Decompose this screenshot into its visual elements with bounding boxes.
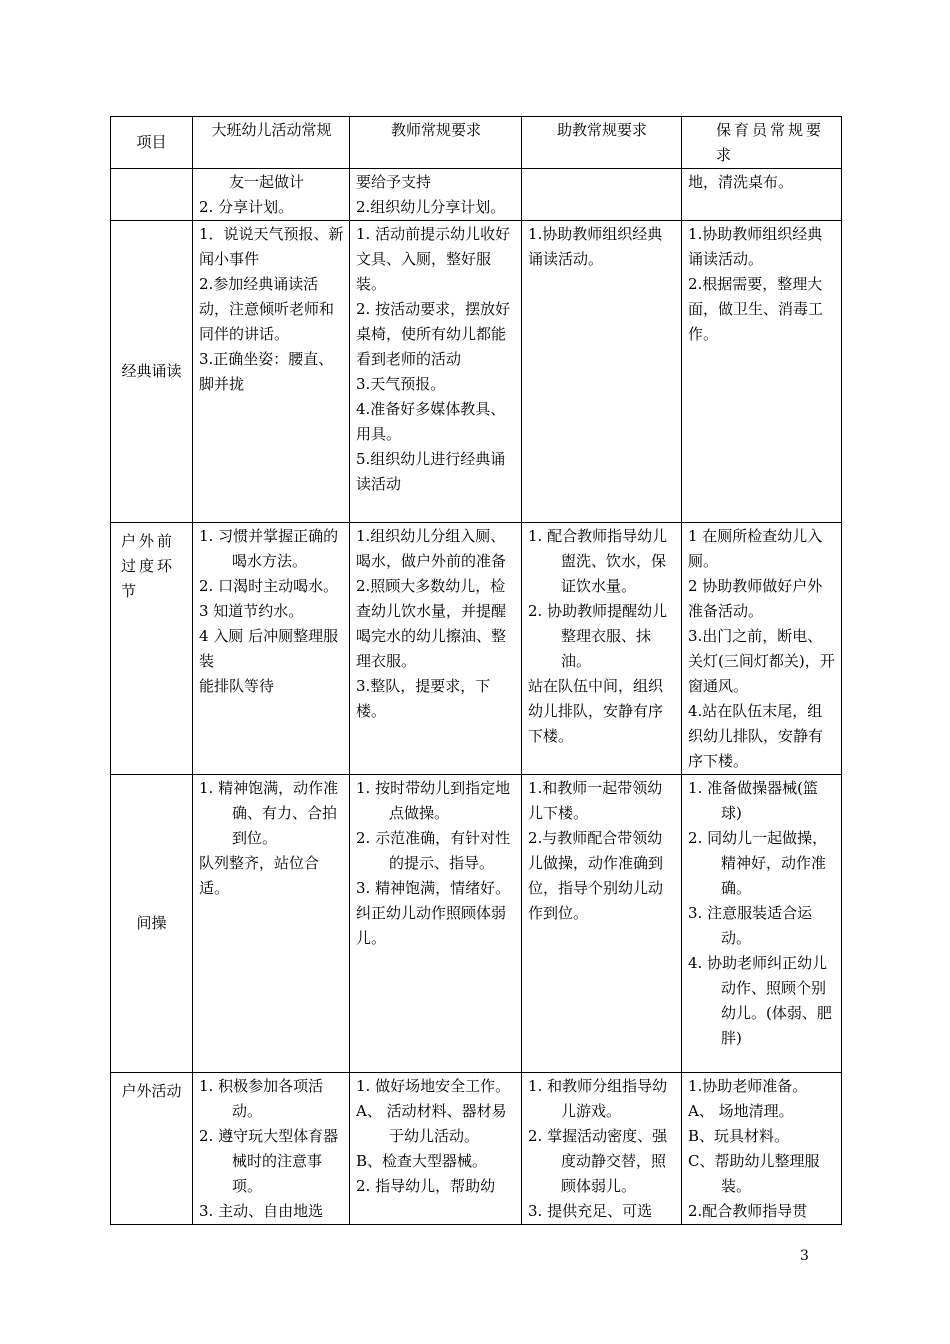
cell-line: 2. 掌握活动密度、强度动静交替，照顾体弱儿。: [528, 1127, 668, 1195]
cell-line: 2.参加经典诵读活动，注意倾听老师和同伴的讲话。: [199, 275, 335, 343]
cell-line: 2.配合教师指导贯: [688, 1202, 808, 1220]
cell-line: 1. 精神饱满，动作准确、有力、合拍到位。: [199, 779, 339, 847]
cell-line: 1.协助老师准备。: [688, 1077, 808, 1095]
cell-line: 1. 做好场地安全工作。: [356, 1077, 511, 1095]
cell-line: 3.正确坐姿：腰直、脚并拢: [199, 350, 334, 393]
cell-line: 2. 分享计划。: [199, 198, 294, 216]
cell-children: [193, 169, 350, 221]
cell-line: 1. 习惯并掌握正确的喝水方法。: [199, 527, 339, 570]
cell-line: 1．说说天气预报、新闻小事件: [199, 225, 344, 268]
cell-line: 1.组织幼儿分组入厕、喝水，做户外前的准备: [356, 527, 507, 570]
cell-line: 1.和教师一起带领幼儿下楼。: [528, 779, 663, 822]
cell-assistant: [522, 169, 682, 221]
cell-line: 3. 注意服装适合运动。: [688, 904, 813, 947]
cell-caregiver: [682, 169, 842, 221]
cell-teacher: [350, 775, 522, 1073]
cell-line: 3.整队，提要求，下楼。: [356, 677, 491, 720]
cell-line: 4. 协助老师纠正幼儿动作、照顾个别幼儿。(体弱、肥胖): [688, 954, 832, 1047]
cell-caregiver: [682, 1073, 842, 1225]
cell-line: 5.组织幼儿进行经典诵读活动: [356, 450, 506, 493]
cell-line: 要给予支持: [356, 173, 432, 191]
cell-teacher: [350, 221, 522, 523]
row-outdoor-transition: [111, 523, 842, 775]
cell-line: 2. 遵守玩大型体育器械时的注意事项。: [199, 1127, 339, 1195]
cell-line: 能排队等待: [199, 677, 275, 695]
cell-line: 2. 示范准确，有针对性的提示、指导。: [356, 829, 511, 872]
header-children: 大班幼儿活动常规: [193, 117, 350, 169]
cell-line: 1.协助教师组织经典诵读活动。: [688, 225, 823, 268]
cell-teacher: [350, 1073, 522, 1225]
cell-line: 2.与教师配合带领幼儿做操，动作准确到位，指导个别幼儿动作到位。: [528, 829, 664, 922]
cell-line: 队列整齐，站位合适。: [199, 854, 320, 897]
header-row: [111, 117, 842, 169]
cell-line: 地，清洗桌布。: [688, 173, 794, 191]
cell-line: 2. 口渴时主动喝水。: [199, 577, 339, 595]
cell-line: 1.协助教师组织经典诵读活动。: [528, 225, 663, 268]
cell-line: 4.站在队伍末尾，组织幼儿排队，安静有序下楼。: [688, 702, 824, 770]
cell-line: 3. 主动、自由地选: [199, 1202, 324, 1220]
cell-line: A、 活动材料、器材易于幼儿活动。: [356, 1102, 507, 1145]
cell-line: B、玩具材料。: [688, 1127, 790, 1145]
cell-line: 2. 协助教师提醒幼儿整理衣服、抹油。: [528, 602, 668, 670]
cell-project: [111, 169, 193, 221]
cell-line: 3.天气预报。: [356, 375, 446, 393]
cell-line: 站在队伍中间，组织幼儿排队，安静有序下楼。: [528, 677, 664, 745]
cell-project: 经典诵读: [111, 221, 193, 523]
cell-line: 1. 和教师分组指导幼儿游戏。: [528, 1077, 668, 1120]
header-assistant: 助教常规要求: [522, 117, 682, 169]
cell-assistant: [522, 221, 682, 523]
cell-project: 户外活动: [111, 1073, 193, 1225]
cell-assistant: [522, 1073, 682, 1225]
cell-line: 4 入厕 后冲厕整理服装: [199, 627, 339, 670]
cell-children: [193, 1073, 350, 1225]
cell-assistant: [522, 775, 682, 1073]
page-number: 3: [800, 1248, 809, 1264]
cell-line: 2.照顾大多数幼儿，检查幼儿饮水量，并提醒喝完水的幼儿擦油、整理衣服。: [356, 577, 507, 670]
cell-line: 2 协助教师做好户外准备活动。: [688, 577, 823, 620]
cell-project: 间操: [111, 775, 193, 1073]
cell-line: 1. 准备做操器械(篮球): [688, 779, 818, 822]
row-outdoor-activity: [111, 1073, 842, 1225]
cell-line: 友一起做计: [229, 173, 305, 191]
row-exercise: [111, 775, 842, 1073]
cell-children: [193, 523, 350, 775]
cell-line: 1. 按时带幼儿到指定地点做操。: [356, 779, 511, 822]
cell-line: A、 场地清理。: [688, 1102, 794, 1120]
cell-line: 1. 配合教师指导幼儿盥洗、饮水，保证饮水量。: [528, 527, 668, 595]
cell-line: 2. 按活动要求，摆放好桌椅，使所有幼儿都能看到老师的活动: [356, 300, 511, 368]
header-project: 项目: [111, 117, 193, 169]
cell-caregiver: [682, 775, 842, 1073]
header-caregiver: 保育员常规要求: [682, 117, 842, 169]
cell-line: 1. 活动前提示幼儿收好文具、入厕，整好服装。: [356, 225, 511, 293]
cell-assistant: [522, 523, 682, 775]
cell-line: 1. 积极参加各项活动。: [199, 1077, 324, 1120]
cell-line: B、检查大型器械。: [356, 1152, 488, 1170]
cell-line: 3 知道节约水。: [199, 602, 304, 620]
cell-children: [193, 775, 350, 1073]
cell-project: 户外前过度环节: [111, 523, 193, 775]
cell-teacher: [350, 523, 522, 775]
cell-caregiver: [682, 221, 842, 523]
cell-line: C、帮助幼儿整理服装。: [688, 1152, 820, 1195]
cell-line: 2.组织幼儿分享计划。: [356, 198, 506, 216]
cell-teacher: [350, 169, 522, 221]
row-continued: [111, 169, 842, 221]
cell-caregiver: [682, 523, 842, 775]
cell-children: [193, 221, 350, 523]
cell-line: 3.出门之前，断电、关灯(三间灯都关)，开窗通风。: [688, 627, 835, 695]
row-classic-reading: [111, 221, 842, 523]
cell-line: 3. 提供充足、可选: [528, 1202, 653, 1220]
cell-line: 1 在厕所检查幼儿入厕。: [688, 527, 823, 570]
cell-line: 纠正幼儿动作照顾体弱儿。: [356, 904, 507, 947]
cell-line: 4.准备好多媒体教具、用具。: [356, 400, 506, 443]
cell-line: 2. 指导幼儿，帮助幼: [356, 1177, 496, 1195]
cell-line: 3. 精神饱满，情绪好。: [356, 879, 511, 897]
cell-line: 2.根据需要，整理大面，做卫生、消毒工作。: [688, 275, 824, 343]
routine-table: [110, 116, 842, 1225]
header-teacher: 教师常规要求: [350, 117, 522, 169]
cell-line: 2. 同幼儿一起做操，精神好，动作准确。: [688, 829, 828, 897]
